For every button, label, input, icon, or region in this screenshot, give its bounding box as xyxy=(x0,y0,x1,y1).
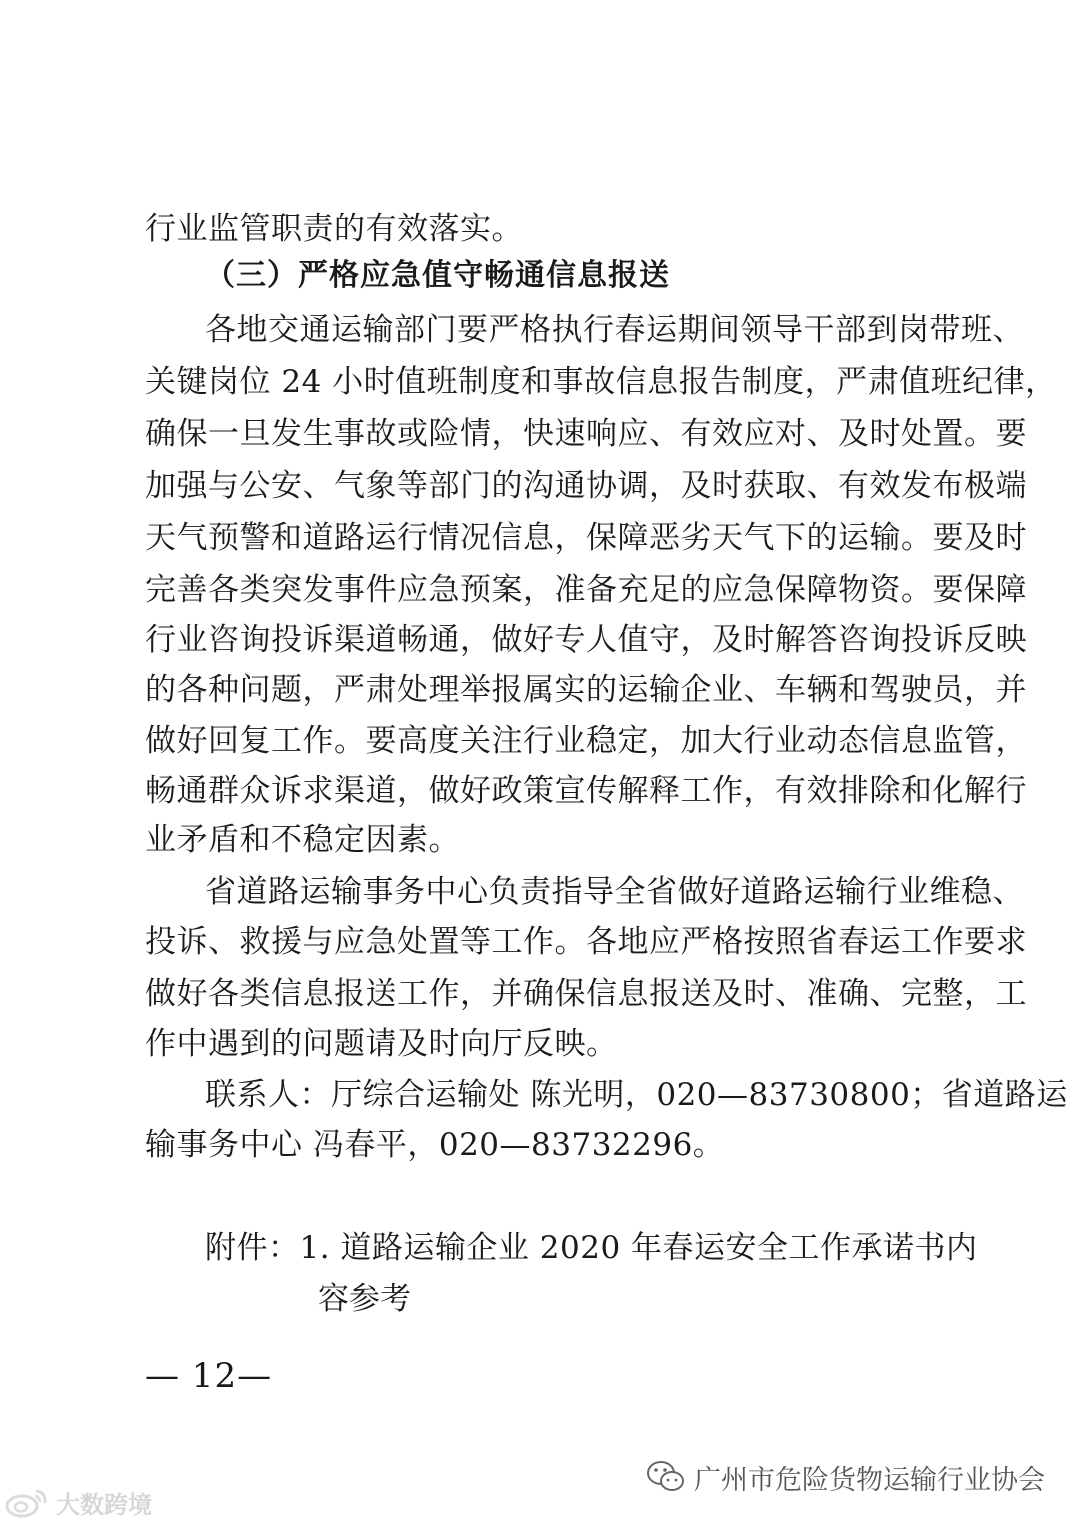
paragraph-line: 作中遇到的问题请及时向厅反映。 xyxy=(145,1026,618,1062)
paragraph-line: 完善各类突发事件应急预案，准备充足的应急保障物资。要保障 xyxy=(145,572,1027,608)
brand-credit xyxy=(646,1455,1045,1499)
brand-name: 广州市危险货物运输行业协会 xyxy=(694,1464,1045,1496)
paragraph-line: 做好各类信息报送工作，并确保信息报送及时、准确、完整，工 xyxy=(145,976,1027,1012)
contact-line: 联系人：厅综合运输处 陈光明，020—83730800；省道路运 xyxy=(205,1077,1068,1113)
paragraph-line: 畅通群众诉求渠道，做好政策宣传解释工作，有效排除和化解行 xyxy=(145,773,1027,809)
paragraph-line: 确保一旦发生事故或险情，快速响应、有效应对、及时处置。要 xyxy=(145,416,1027,452)
paragraph-line: 省道路运输事务中心负责指导全省做好道路运输行业维稳、 xyxy=(205,874,1024,910)
paragraph-line: 业矛盾和不稳定因素。 xyxy=(145,822,460,858)
contact-line: 输事务中心 冯春平，020—83732296。 xyxy=(145,1127,725,1163)
paragraph-line: 加强与公安、气象等部门的沟通协调，及时获取、有效发布极端 xyxy=(145,468,1027,504)
attachment-line: 容参考 xyxy=(318,1281,411,1317)
page-number: — 12— xyxy=(145,1356,273,1396)
watermark-text: 大数跨境 xyxy=(56,1490,152,1519)
paragraph-line: 关键岗位 24 小时值班制度和事故信息报告制度，严肃值班纪律， xyxy=(145,364,1057,400)
watermark xyxy=(4,1482,152,1522)
section-heading: （三）严格应急值守畅通信息报送 xyxy=(205,258,670,293)
paragraph-line: 各地交通运输部门要严格执行春运期间领导干部到岗带班、 xyxy=(205,312,1024,348)
paragraph-line: 行业监管职责的有效落实。 xyxy=(145,211,523,247)
paragraph-line: 做好回复工作。要高度关注行业稳定，加大行业动态信息监管， xyxy=(145,723,1027,759)
paragraph-line: 的各种问题，严肃处理举报属实的运输企业、车辆和驾驶员，并 xyxy=(145,672,1027,708)
weibo-icon xyxy=(4,1485,50,1519)
wechat-icon xyxy=(646,1459,686,1495)
paragraph-line: 投诉、救援与应急处置等工作。各地应严格按照省春运工作要求 xyxy=(145,924,1027,960)
attachment-line: 附件：1. 道路运输企业 2020 年春运安全工作承诺书内 xyxy=(205,1230,978,1266)
paragraph-line: 天气预警和道路运行情况信息，保障恶劣天气下的运输。要及时 xyxy=(145,520,1027,556)
paragraph-line: 行业咨询投诉渠道畅通，做好专人值守，及时解答咨询投诉反映 xyxy=(145,622,1027,658)
